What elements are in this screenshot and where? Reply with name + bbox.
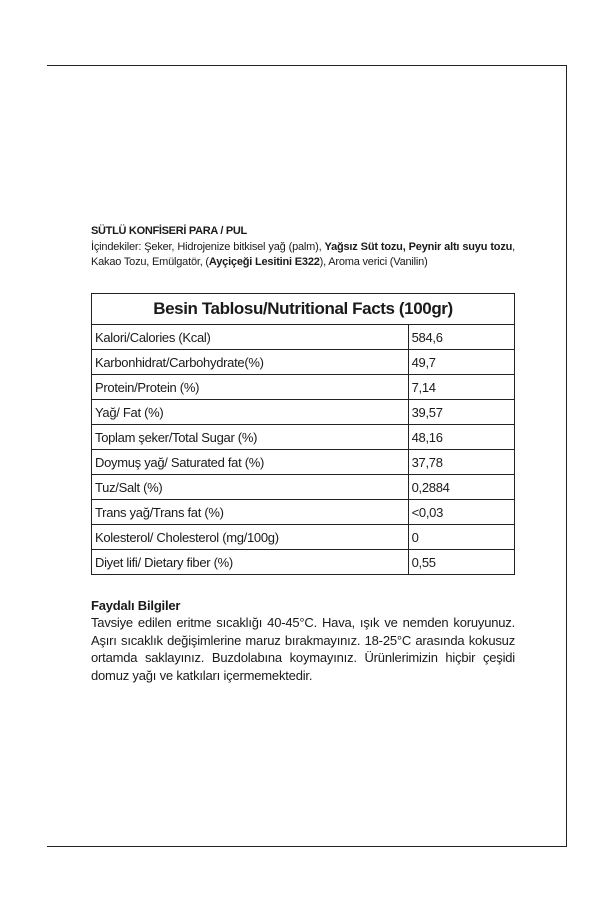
table-row — [92, 500, 515, 525]
table-row — [92, 325, 515, 350]
table-row — [92, 525, 515, 550]
ingredients-segment: ), Aroma verici (Vanilin) — [319, 256, 428, 268]
table-row — [92, 450, 515, 475]
ingredients-segment: , Kakao Tozu, Emülgatör, ( — [91, 241, 515, 268]
nutrient-label: Toplam şeker/Total Sugar (%) — [92, 425, 409, 450]
nutrient-label: Yağ/ Fat (%) — [92, 400, 409, 425]
nutrient-value: 39,57 — [408, 400, 514, 425]
nutrient-value: 0 — [408, 525, 514, 550]
nutrient-value: 48,16 — [408, 425, 514, 450]
table-row — [92, 425, 515, 450]
ingredients-segment: İçindekiler: Şeker, Hidrojenize bitkisel yağ (palm), — [91, 241, 325, 253]
table-header-row — [92, 294, 515, 325]
nutrient-value: 0,55 — [408, 550, 514, 575]
nutrient-value: 7,14 — [408, 375, 514, 400]
product-title: SÜTLÜ KONFİSERİ PARA / PUL — [91, 225, 247, 237]
nutrient-label: Kolesterol/ Cholesterol (mg/100g) — [92, 525, 409, 550]
table-row — [92, 400, 515, 425]
table-row — [92, 550, 515, 575]
ingredients-segment-bold: Ayçiçeği Lesitini E322 — [208, 256, 320, 268]
nutrient-label: Doymuş yağ/ Saturated fat (%) — [92, 450, 409, 475]
table-row — [92, 350, 515, 375]
nutrient-label: Trans yağ/Trans fat (%) — [92, 500, 409, 525]
nutrient-label: Protein/Protein (%) — [92, 375, 409, 400]
nutrient-label: Kalori/Calories (Kcal) — [92, 325, 409, 350]
nutrient-value: 584,6 — [408, 325, 514, 350]
table-row — [92, 475, 515, 500]
useful-info-text: Tavsiye edilen eritme sıcaklığı 40-45°C. Hava, ışık ve nemden koruyunuz. Aşırı sıcaklık değişimlerine maruz bırakmayınız. 18-25°C arasında kokusuz ortamda saklayınız. Buzdolabına koymayınız. Ürünlerimizin hiçbir çeşidi domuz yağı ve katkıları içermemektedir. — [91, 615, 515, 683]
nutrient-label: Karbonhidrat/Carbohydrate(%) — [92, 350, 409, 375]
nutrient-label: Diyet lifi/ Dietary fiber (%) — [92, 550, 409, 575]
ingredients-text — [91, 240, 515, 270]
nutrient-value: 37,78 — [408, 450, 514, 475]
table-row — [92, 375, 515, 400]
nutrient-value: 49,7 — [408, 350, 514, 375]
nutrition-facts-table — [91, 293, 515, 575]
useful-info-heading: Faydalı Bilgiler — [91, 598, 181, 613]
top-border-line — [47, 65, 567, 66]
ingredients-segment-bold: Yağsız Süt tozu, Peynir altı suyu tozu — [324, 241, 513, 253]
nutrient-value: <0,03 — [408, 500, 514, 525]
right-border-line — [566, 65, 567, 847]
bottom-border-line — [47, 846, 567, 847]
nutrient-value: 0,2884 — [408, 475, 514, 500]
nutrition-table-title: Besin Tablosu/Nutritional Facts (100gr) — [92, 294, 515, 325]
nutrient-label: Tuz/Salt (%) — [92, 475, 409, 500]
